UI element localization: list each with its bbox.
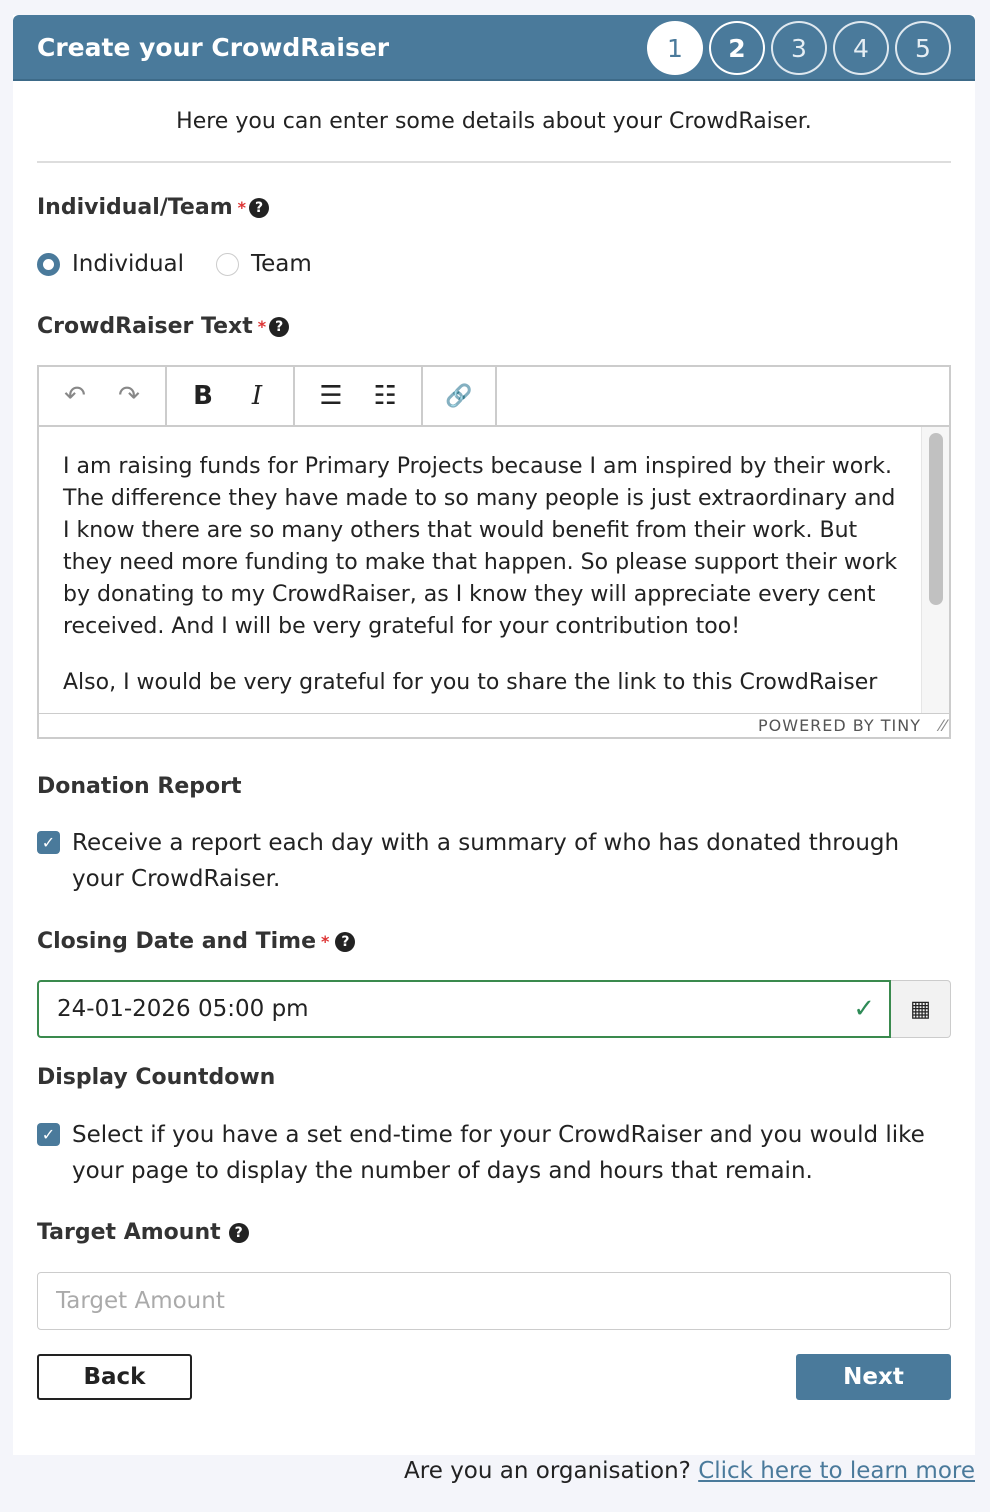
date-value: 24-01-2026 05:00 pm	[57, 996, 309, 1022]
editor-content[interactable]	[39, 427, 949, 713]
radio-unchecked-icon[interactable]	[216, 253, 239, 276]
paragraph: Also, I would be very grateful for you to share the link to this CrowdRaiser	[63, 670, 878, 695]
required-mark: *	[237, 198, 247, 217]
checkbox-checked-icon[interactable]: ✓	[37, 831, 60, 854]
back-button[interactable]: Back	[37, 1354, 192, 1400]
closing-date-field	[37, 980, 951, 1038]
step-1[interactable]: 1	[647, 21, 703, 75]
individual-team-label	[37, 195, 269, 220]
scrollbar[interactable]	[921, 427, 949, 713]
history-group	[39, 367, 167, 425]
footer-text: Are you an organisation?	[404, 1458, 699, 1484]
required-mark: *	[321, 932, 330, 951]
step-5[interactable]: 5	[895, 21, 951, 75]
display-countdown-label: Display Countdown	[37, 1065, 276, 1090]
help-icon[interactable]: ?	[229, 1223, 249, 1243]
radio-checked-icon[interactable]	[37, 253, 60, 276]
calendar-icon: ▦	[910, 996, 931, 1022]
step-2[interactable]: 2	[709, 21, 765, 75]
editor-statusbar	[39, 713, 949, 737]
label-text: Closing Date and Time	[37, 929, 317, 954]
rich-text-editor	[37, 365, 951, 739]
donation-report-checkbox[interactable]	[37, 825, 937, 897]
target-amount-input[interactable]	[37, 1272, 951, 1330]
radio-label: Individual	[72, 251, 185, 277]
display-countdown-checkbox[interactable]	[37, 1117, 937, 1189]
link-group	[423, 367, 497, 425]
powered-by-tiny-link[interactable]: POWERED BY TINY	[758, 716, 921, 735]
checkbox-label: Receive a report each day with a summary of who has donated through your CrowdRaiser.	[72, 830, 900, 892]
scrollbar-thumb[interactable]	[929, 433, 943, 605]
form-card	[13, 15, 975, 1455]
numbered-list-icon[interactable]: ☷	[373, 381, 397, 411]
crowdraiser-text-label	[37, 314, 289, 339]
organisation-footer	[404, 1458, 975, 1484]
radio-team[interactable]	[216, 251, 312, 277]
target-amount-label	[37, 1220, 249, 1245]
paragraph: I am raising funds for Primary Projects because I am inspired by their work. The difference they have made to so many people is just extraordinary and I know there are so many others that would benefit from their work. But they need more funding to make that happen. So please support their work by donating to my CrowdRaiser, as I know they will appreciate every cent received. And I will be very grateful for your contribution too!	[63, 454, 898, 639]
intro-text: Here you can enter some details about your CrowdRaiser.	[37, 109, 951, 163]
label-text: CrowdRaiser Text	[37, 314, 253, 339]
valid-check-icon: ✓	[853, 994, 875, 1024]
learn-more-link[interactable]: Click here to learn more	[698, 1458, 975, 1484]
step-4[interactable]: 4	[833, 21, 889, 75]
page-title: Create your CrowdRaiser	[37, 32, 390, 62]
radio-individual[interactable]	[37, 251, 184, 277]
bullet-list-icon[interactable]: ☰	[319, 381, 343, 411]
calendar-button[interactable]	[891, 980, 951, 1038]
link-icon[interactable]: 🔗	[445, 383, 473, 409]
editor-toolbar	[39, 367, 949, 427]
help-icon[interactable]: ?	[249, 198, 269, 218]
required-mark: *	[257, 317, 267, 336]
stepper	[647, 21, 951, 75]
closing-date-label	[37, 929, 355, 954]
step-3[interactable]: 3	[771, 21, 827, 75]
closing-date-input[interactable]	[37, 980, 891, 1038]
individual-team-radio-group	[37, 251, 312, 277]
help-icon[interactable]: ?	[269, 317, 289, 337]
resize-handle-icon[interactable]: ⁄⁄	[939, 716, 947, 735]
label-text: Individual/Team	[37, 195, 233, 220]
checkbox-label: Select if you have a set end-time for your CrowdRaiser and you would like your page to display the number of days and hours that remain.	[72, 1122, 925, 1184]
format-group	[167, 367, 295, 425]
italic-icon[interactable]: I	[251, 381, 263, 411]
next-button[interactable]: Next	[796, 1354, 951, 1400]
list-group	[295, 367, 423, 425]
redo-icon[interactable]: ↷	[118, 381, 140, 411]
radio-label: Team	[251, 251, 312, 277]
donation-report-label: Donation Report	[37, 774, 242, 799]
label-text: Target Amount	[37, 1220, 221, 1245]
undo-icon[interactable]: ↶	[64, 381, 86, 411]
help-icon[interactable]: ?	[335, 932, 355, 952]
checkbox-checked-icon[interactable]: ✓	[37, 1123, 60, 1146]
header	[13, 15, 975, 81]
bold-icon[interactable]: B	[193, 381, 213, 411]
